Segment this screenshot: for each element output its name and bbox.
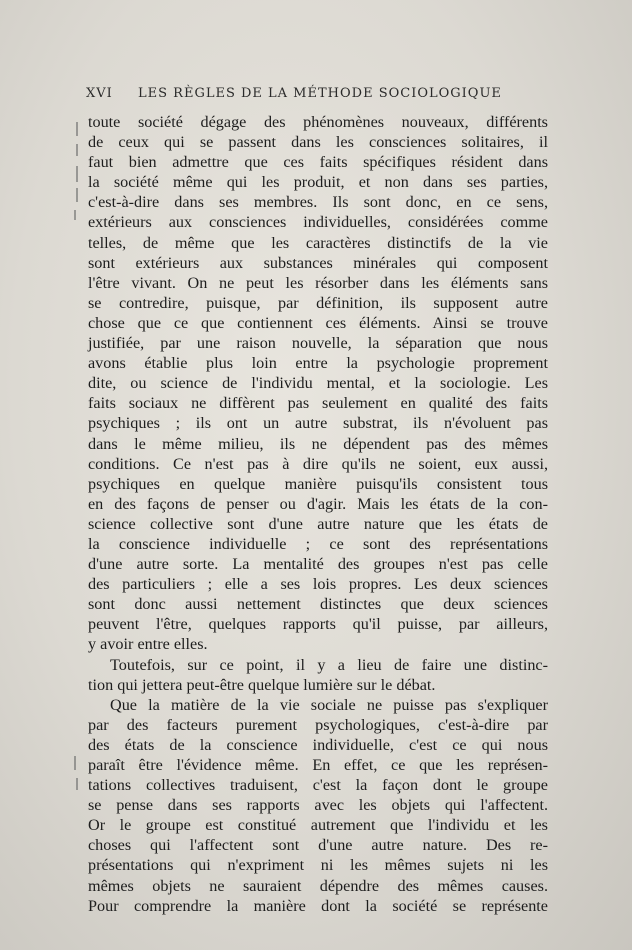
text-line: dans le même milieu, ils ne dépendent pas des mêmes [88, 434, 548, 453]
text-line: toute société dégage des phénomènes nouveaux, différents [88, 113, 548, 131]
text-line: conditions. Ce n'est pas à dire qu'ils ne soient, eux aussi, [88, 454, 548, 473]
text-line: psychiques en quelque manière puisqu'ils consistent tous [88, 474, 548, 493]
text-line: mêmes objets ne sauraient dépendre des mêmes causes. [88, 876, 548, 895]
margin-mark [76, 778, 78, 790]
text-line: la conscience individuelle ; ce sont des représentations [88, 534, 548, 553]
text-line: peuvent l'être, quelques rapports qu'il puisse, par ailleurs, [88, 615, 548, 634]
text-line: des états de la conscience individuelle, c'est ce qui nous [88, 735, 548, 754]
text-line: Que la matière de la vie sociale ne puisse pas s'expliquer [110, 695, 548, 714]
text-line: tion qui jettera peut-être quelque lumière sur le débat. [88, 675, 436, 694]
margin-mark [74, 756, 76, 770]
page-number: XVI [86, 86, 113, 101]
text-line: Toutefois, sur ce point, il y a lieu de faire une distinc- [110, 655, 548, 674]
text-line: présentations qui n'expriment ni les mêmes sujets ni les [88, 856, 548, 875]
text-line: choses qui l'affectent sont d'une autre nature. Des re- [88, 836, 548, 855]
text-line: se pense dans ses rapports avec les objets qui l'affectent. [88, 796, 548, 815]
body-text [88, 112, 548, 916]
text-line: paraît être l'évidence même. En effet, ce que les représen- [88, 756, 548, 774]
running-title: LES RÈGLES DE LA MÉTHODE SOCIOLOGIQUE [138, 86, 502, 101]
text-line: de ceux qui se passent dans les consciences solitaires, il [88, 133, 548, 152]
text-line: sont extérieurs aux substances minérales qui composent [88, 253, 548, 272]
margin-mark [76, 144, 78, 156]
text-line: c'est-à-dire dans ses membres. Ils sont donc, en ce sens, [88, 193, 548, 212]
text-line: Or le groupe est constitué autrement que l'individu et les [88, 816, 548, 835]
text-line: avons établie plus loin entre la psychologie proprement [88, 354, 548, 373]
text-line: par des facteurs purement psychologiques, c'est-à-dire par [88, 715, 548, 734]
text-line: des particuliers ; elle a ses lois propres. Les deux sciences [88, 575, 548, 594]
text-line: se contredire, puisque, par définition, ils supposent autre [88, 293, 548, 312]
text-line: dite, ou science de l'individu mental, et la sociologie. Les [88, 374, 548, 393]
text-line: extérieurs aux consciences individuelles, considérées comme [88, 213, 548, 232]
margin-mark [76, 122, 78, 136]
text-line: Pour comprendre la manière dont la société se représente [88, 896, 548, 915]
text-line: psychiques ; ils ont un autre substrat, ils n'évoluent pas [88, 414, 548, 433]
text-line: sont donc aussi nettement distinctes que deux sciences [88, 595, 548, 614]
text-line: faits sociaux ne diffèrent pas seulement en qualité des faits [88, 394, 548, 413]
text-line: chose que ce que contiennent ces éléments. Ainsi se trouve [88, 313, 548, 332]
text-line: y avoir entre elles. [88, 635, 208, 654]
text-line: en des façons de penser ou d'agir. Mais les états de la con- [88, 494, 548, 513]
margin-mark [76, 166, 78, 182]
margin-mark [76, 188, 78, 202]
margin-mark [74, 210, 76, 220]
text-line: science collective sont d'une autre nature que les états de [88, 514, 548, 533]
text-line: l'être vivant. On ne peut les résorber dans les éléments sans [88, 273, 548, 292]
text-line: justifiée, par une raison nouvelle, la séparation que nous [88, 334, 548, 353]
text-line: la société même qui les produit, et non dans ses parties, [88, 173, 548, 192]
running-header [86, 86, 546, 101]
text-line: telles, de même que les caractères distinctifs de la vie [88, 233, 548, 252]
text-line: faut bien admettre que ces faits spécifiques résident dans [88, 153, 548, 172]
text-line: d'une autre sorte. La mentalité des groupes n'est pas celle [88, 555, 548, 574]
text-line: tations collectives traduisent, c'est la façon dont le groupe [88, 776, 548, 795]
